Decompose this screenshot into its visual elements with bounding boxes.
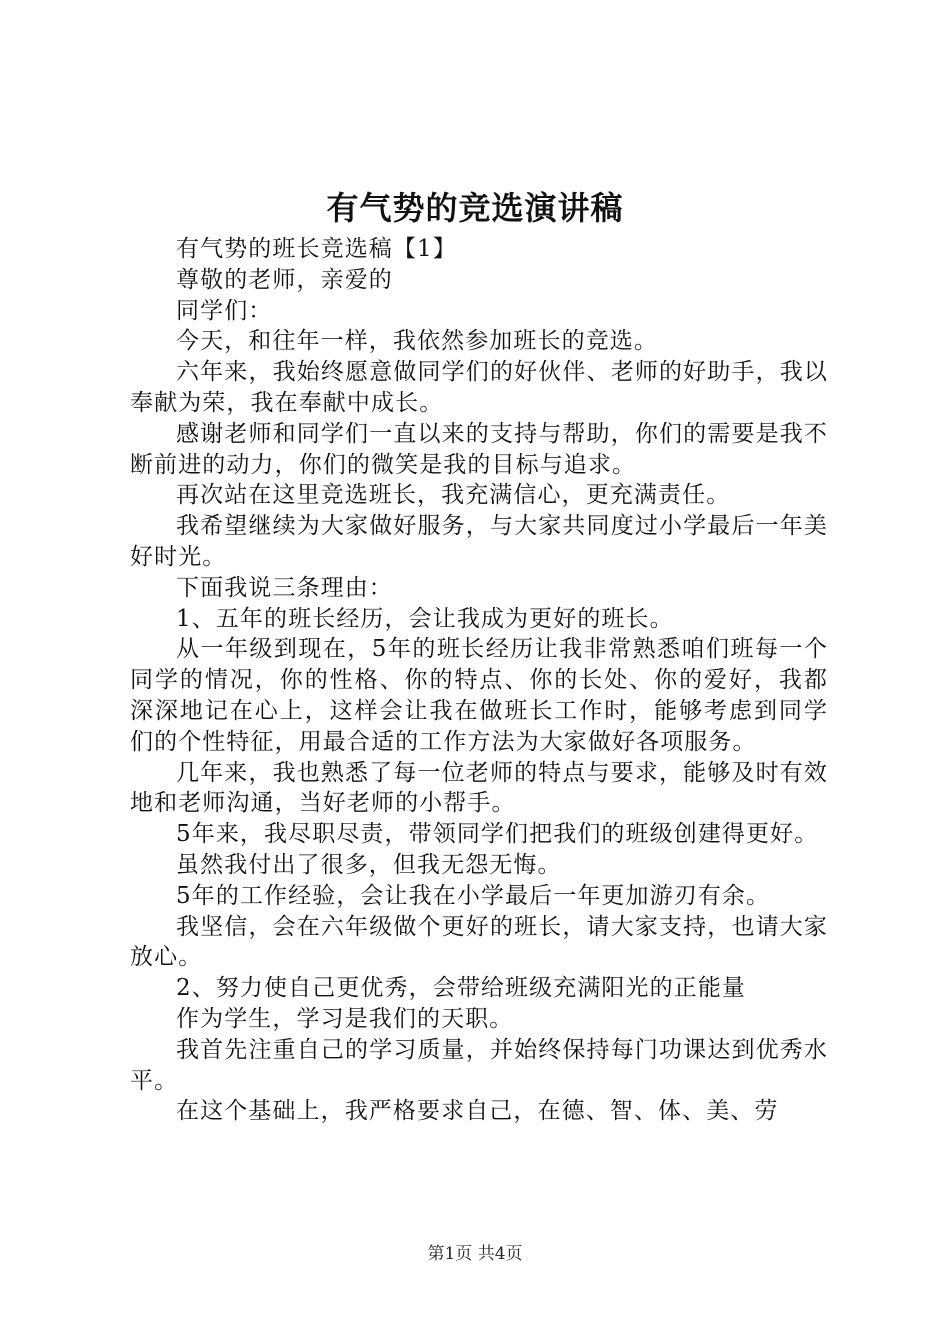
paragraph: 今天，和往年一样，我依然参加班长的竞选。 [176, 328, 658, 355]
paragraph: 1、五年的班长经历，会让我成为更好的班长。 [176, 605, 674, 632]
paragraph: 六年来，我始终愿意做同学们的好伙伴、老师的好助手，我以奉献为荣，我在奉献中成长。 [130, 359, 828, 416]
document-body [130, 234, 828, 1127]
paragraph: 在这个基础上，我严格要求自己，在德、智、体、美、劳 [176, 1098, 779, 1125]
paragraph: 我希望继续为大家做好服务，与大家共同度过小学最后一年美好时光。 [130, 513, 828, 570]
paragraph: 我首先注重自己的学习质量，并始终保持每门功课达到优秀水平。 [130, 1036, 828, 1094]
paragraph: 从一年级到现在，5年的班长经历让我非常熟悉咱们班每一个同学的情况，你的性格、你的特点、你的长处、你的爱好，我都深深地记在心上，这样会让我在做班长工作时，能够考虑到同学们的个性特征，用最合适的工作方法为大家做好各项服务。 [130, 636, 828, 755]
paragraph: 感谢老师和同学们一直以来的支持与帮助，你们的需要是我不断前进的动力，你们的微笑是我的目标与追求。 [130, 420, 828, 478]
paragraph: 虽然我付出了很多，但我无怨无悔。 [176, 851, 562, 878]
paragraph: 2、努力使自己更优秀，会带给班级充满阳光的正能量 [176, 975, 747, 1002]
paragraph: 我坚信，会在六年级做个更好的班长，请大家支持，也请大家放心。 [130, 913, 828, 971]
paragraph: 下面我说三条理由： [176, 574, 393, 601]
document-title: 有气势的竞选演讲稿 [326, 189, 624, 227]
paragraph: 有气势的班长竞选稿【1】 [176, 236, 457, 262]
paragraph: 几年来，我也熟悉了每一位老师的特点与要求，能够及时有效地和老师沟通，当好老师的小帮手。 [130, 759, 828, 817]
paragraph: 尊敬的老师，亲爱的 [176, 266, 393, 293]
paragraph: 同学们： [176, 297, 273, 324]
paragraph: 作为学生，学习是我们的天职。 [176, 1005, 514, 1032]
paragraph: 再次站在这里竞选班长，我充满信心，更充满责任。 [176, 482, 731, 509]
paragraph: 5年来，我尽职尽责，带领同学们把我们的班级创建得更好。 [176, 821, 819, 848]
page-number-footer: 第1页 共4页 [427, 1244, 523, 1264]
paragraph: 5年的工作经验，会让我在小学最后一年更加游刃有余。 [176, 882, 771, 909]
